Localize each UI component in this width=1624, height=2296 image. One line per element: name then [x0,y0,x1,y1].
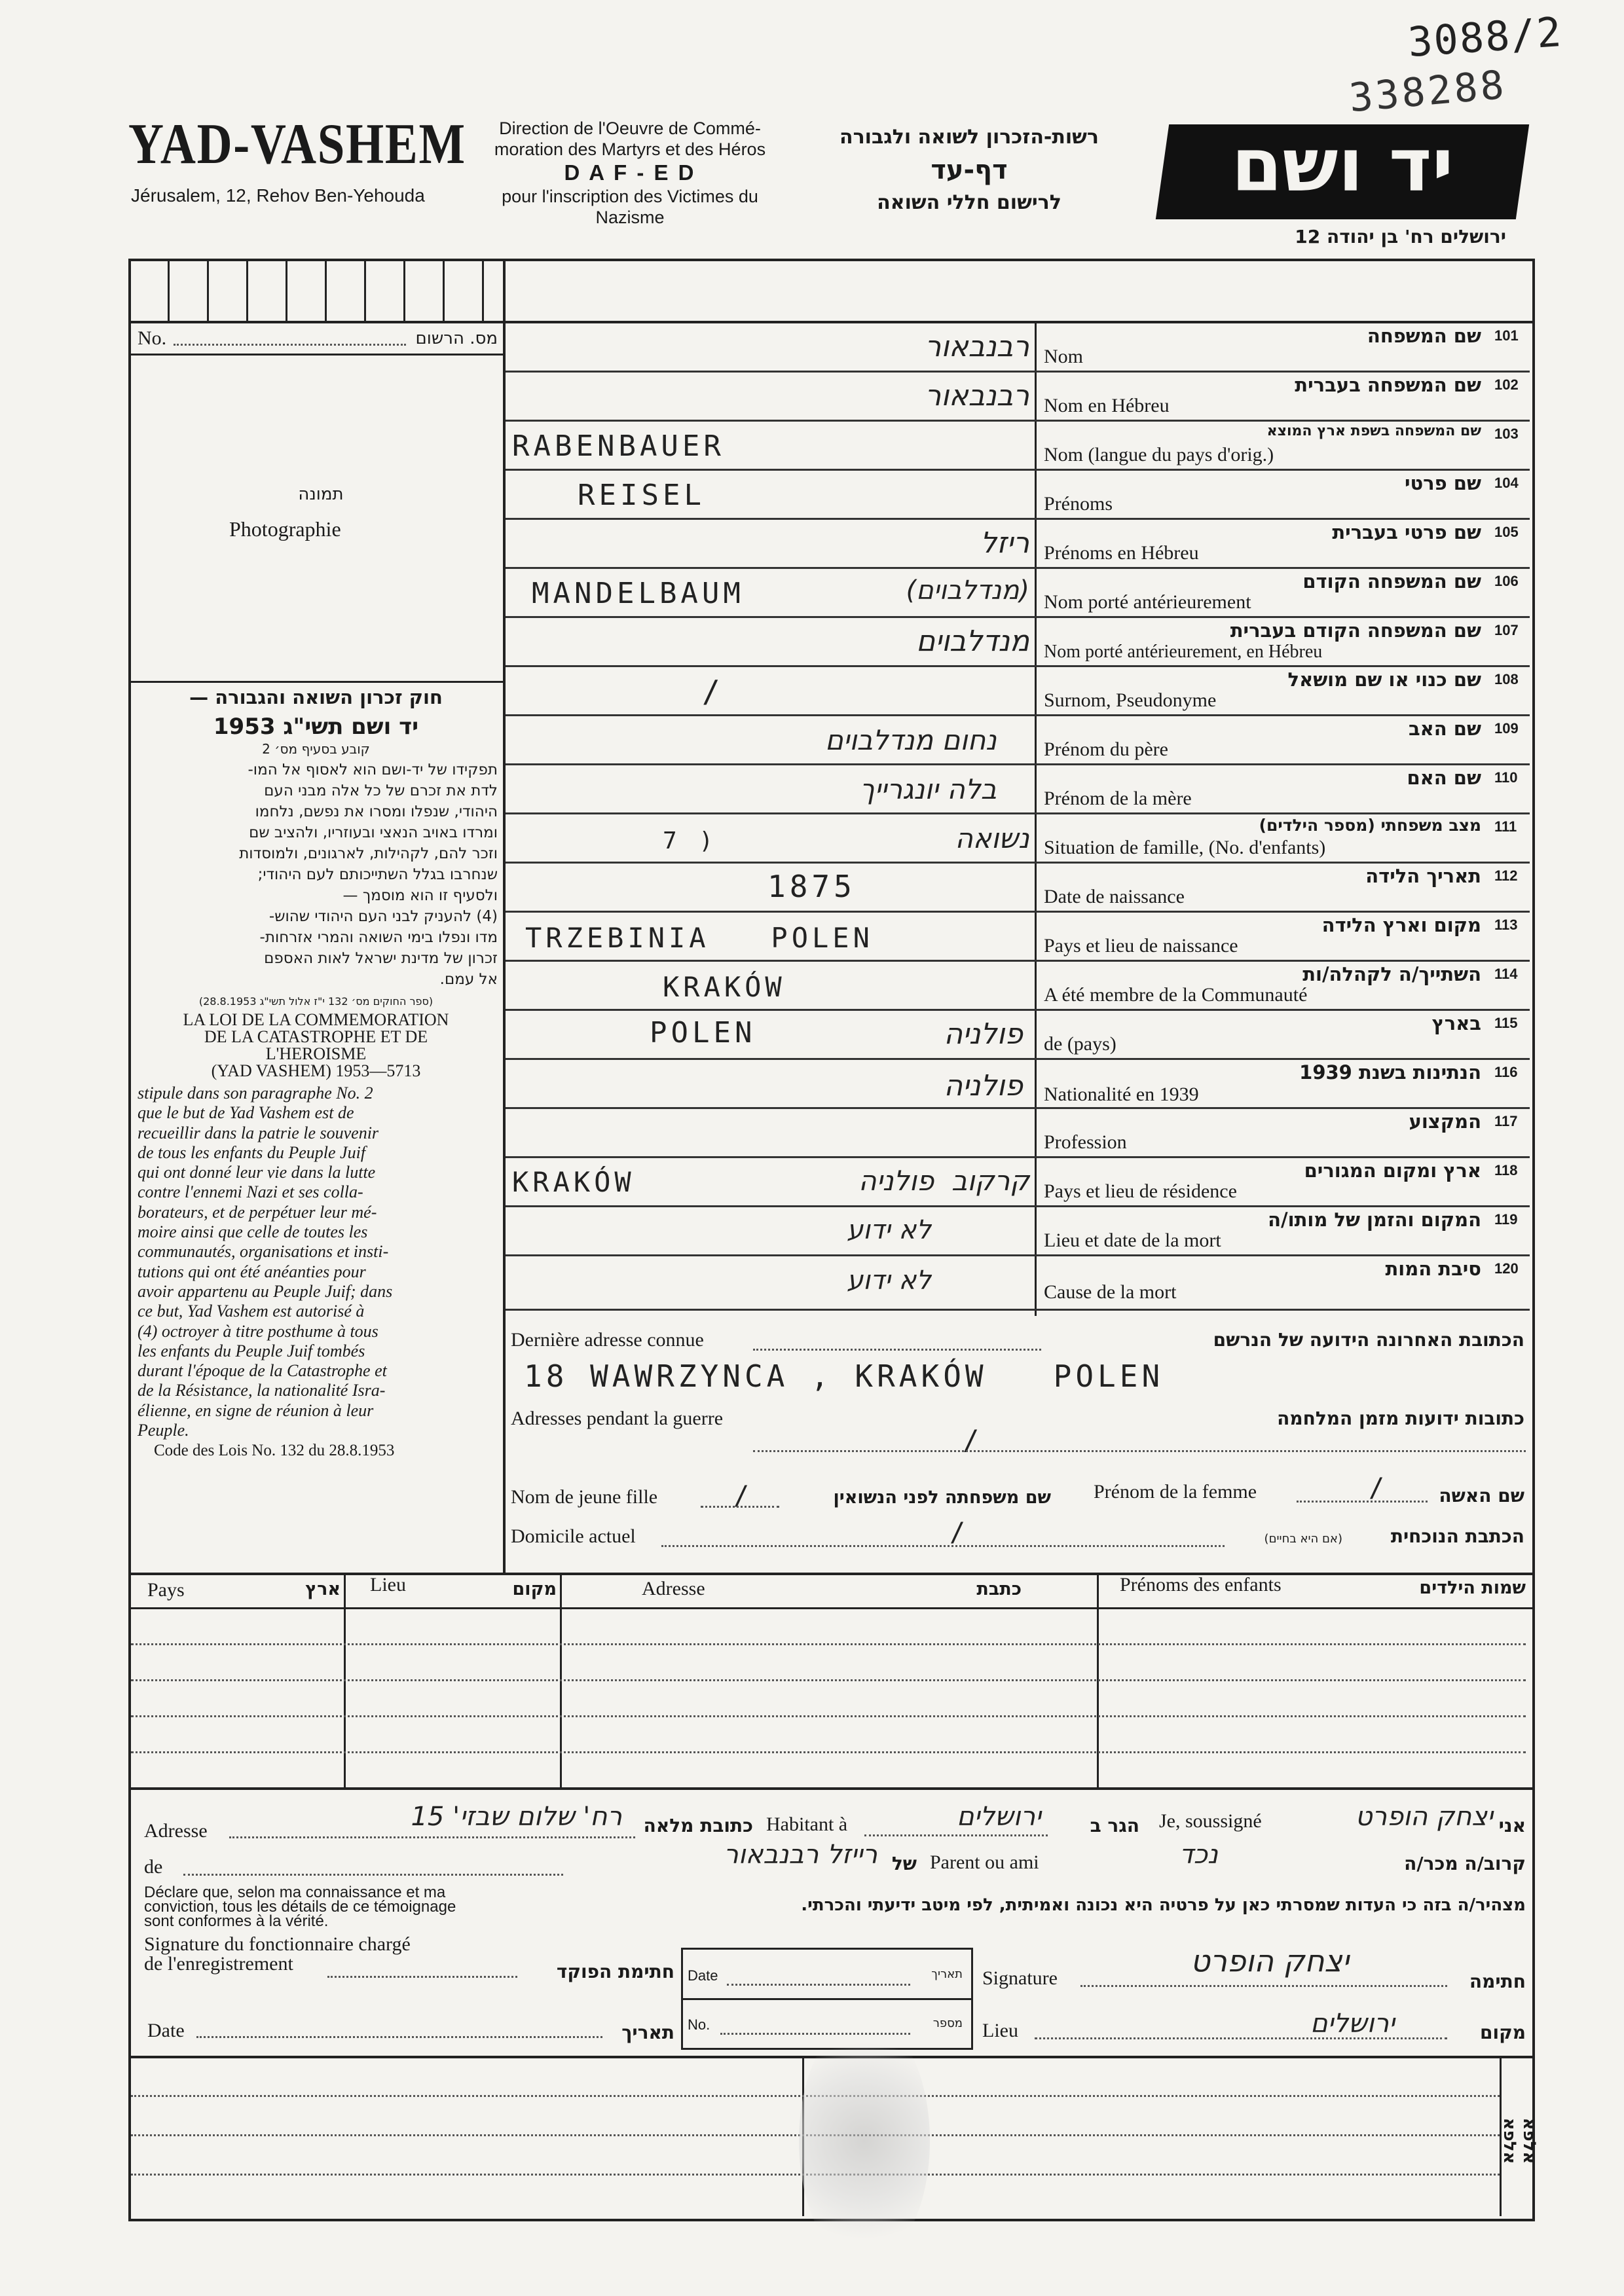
field-row-102 [506,373,1530,422]
field-label-fr: Nationalité en 1939 [1044,1084,1199,1105]
field-value-heb: פולניה [944,1069,1023,1102]
lieu-value: ירושלים [1310,2009,1395,2039]
law-heb-line: ולסעיף זו הוא מוסמך — [342,887,498,904]
declare-heb: מצהיר/ה בזה כי העדות שמסרתי כאן על פרטיה היא נכונה ואמיתית, לפי מיטב ידיעתי והכרתי. [801,1895,1526,1915]
field-label-fr: Cause de la mort [1044,1281,1177,1303]
law-heb-line: היהודי, שנפלו ומסרו את נפשם, נלחמו [255,803,498,820]
divider [1035,2037,1447,2039]
field-value-heb: נשואה [955,822,1029,854]
last-address-value: 18 WAWRZYNCA , KRAKÓW POLEN [524,1358,1164,1394]
field-number: 102 [1494,376,1519,393]
field-label-heb: הנתינות בשנת 1939 [1299,1061,1481,1084]
field-label-heb: שם המשפחה בשפת ארץ המוצא [1266,423,1481,439]
declarant-de-value: רייזל רבנבאור [724,1840,877,1870]
declarant-de-heb: של [891,1853,917,1874]
divider [325,259,327,321]
law-fr-ref: Code des Lois No. 132 du 28.8.1953 [154,1442,395,1459]
domicile-heb: הכתבת הנוכחית [1390,1525,1524,1547]
field-row-111 [506,814,1530,864]
declarant-habitant-label: Habitant à [766,1813,848,1835]
law-fr-line: borateurs, et de perpétuer leur mé- [138,1202,377,1222]
stamp-date-label: Date [688,1967,718,1984]
maiden-name-heb: שם משפחתה לפני הנשואין [833,1487,1051,1508]
field-number: 116 [1494,1064,1518,1080]
children-adresse-label: Adresse [642,1578,705,1599]
field-value-heb: מנדלבוים [916,625,1029,658]
lieu-heb: מקום [1480,2022,1526,2043]
official-signature-line1: Signature du fonctionnaire chargé [144,1933,411,1955]
law-fr-line: moire ainsi que celle de toutes les [138,1222,368,1242]
field-row-108 [506,667,1530,716]
field-label-heb: מקום וארץ הלידה [1321,914,1481,936]
war-address-heb: כתובות ידועות מזמן המלחמה [1277,1408,1524,1429]
field-value-heb: פולניה [944,1017,1023,1051]
field-label-fr: Profession [1044,1131,1127,1153]
field-row-114 [506,962,1530,1011]
law-fr-line: stipule dans son paragraphe No. 2 [138,1084,373,1102]
field-label-heb: המקום והזמן של מותו/ה [1268,1209,1481,1231]
divider [727,1984,910,1986]
law-fr-line: de la Résistance, la nationalité Isra- [138,1381,386,1400]
law-heb-sub: יד ושם תשי"ג 1953 [213,714,419,740]
law-heb-title: חוק זכרון השואה והגבורה — [189,686,443,708]
field-label-fr: Nom (langue du pays d'orig.) [1044,444,1274,465]
signature-heb: חתימה [1469,1971,1526,1992]
divider [131,1679,1526,1681]
law-heb-line: זכרון של מדינת ישראל לאות האספם [264,950,498,967]
declarant-parent-heb: קרוב/ה מכר/ה [1404,1853,1526,1874]
field-label-heb: שם האב [1408,718,1481,740]
law-fr-line: tutions qui ont été anéanties pour [138,1262,366,1281]
field-number: 119 [1494,1211,1518,1228]
field-row-106 [506,569,1530,618]
divider [128,1787,1532,1790]
stamp-no-label: No. [688,2016,710,2033]
divider [128,1573,1532,1575]
maiden-name-label: Nom de jeune fille [511,1486,658,1508]
divider [864,1834,1048,1836]
fingerprint-mark [799,2016,930,2265]
field-row-104 [506,471,1530,520]
field-label-heb: סיבת המות [1385,1258,1481,1280]
divider [403,259,405,321]
header-inscription-line1: pour l'inscription des Victimes du [502,187,758,206]
field-number: 108 [1494,671,1519,687]
divider [196,2036,602,2038]
law-fr-line: avoir appartenu au Peuple Juif; dans [138,1281,393,1301]
header-org-left: YAD-VASHEM [128,113,466,176]
law-fr-line: (4) octroyer à titre posthume à tous [138,1321,378,1341]
wife-name-heb: שם האשה [1439,1485,1524,1506]
divider [683,1998,971,2000]
divider [131,1643,1526,1645]
field-label-heb: בארץ [1431,1012,1481,1034]
law-fr-line: que le but de Yad Vashem est de [138,1103,354,1123]
domicile-label: Domicile actuel [511,1525,636,1547]
divider [168,259,170,321]
field-number: 120 [1494,1260,1519,1277]
law-heb-line: ומרדו באויב הנאצי ובעוזריו, ולהציב שם [249,824,498,841]
law-fr-title-2: DE LA CATASTROPHE ET DE [204,1027,428,1046]
children-adresse-heb: כתבת [976,1579,1022,1599]
divider [753,1349,1041,1351]
divider [207,259,209,321]
law-fr-title-4: (YAD VASHEM) 1953—5713 [211,1061,421,1080]
wife-name-label: Prénom de la femme [1094,1481,1257,1503]
field-row-110 [506,765,1530,814]
declarant-soussigne-heb: אני [1498,1815,1526,1836]
law-fr-body [138,1084,496,1440]
field-label-heb: שם המשפחה הקודם בעברית [1230,619,1481,642]
field-value: / [702,674,724,709]
field-row-116 [506,1060,1530,1109]
divider [183,1874,563,1876]
field-label-heb: שם פרטי בעברית [1332,521,1481,543]
divider [443,259,445,321]
declarant-parent-label: Parent ou ami [930,1851,1039,1873]
divider [661,1545,1225,1547]
declarant-adresse-heb: כתובת מלאה [643,1815,753,1836]
field-label-heb: תאריך הלידה [1365,865,1481,887]
children-lieu-label: Lieu [370,1574,406,1595]
last-address-heb: הכתובת האחרונה הידועה של הנרשם [1213,1329,1524,1351]
divider [701,1506,779,1508]
field-label-fr: Nom en Hébreu [1044,395,1170,416]
official-signature-line2: de l'enregistrement [144,1953,293,1975]
divider [1080,1985,1447,1987]
field-row-103 [506,422,1530,471]
children-pays-heb: ארץ [305,1579,341,1599]
declare-fr [144,1886,456,1929]
law-heb-line: מדו ונפלו בימי השואה והמרי אזרחות- [259,929,498,946]
divider [482,259,484,321]
declarant-parent-value: נכד [1179,1840,1218,1870]
date-heb: תאריך [621,2022,674,2043]
date-label: Date [147,2020,185,2041]
field-value: REISEL [578,479,705,512]
law-fr-line: contre l'ennemi Nazi et ses colla- [138,1182,363,1202]
field-label-heb: השתייך/ה לקהלה/ות [1302,963,1481,985]
field-label-fr: Nom [1044,346,1083,367]
header-direction-line2: moration des Martyrs et des Héros [494,139,766,159]
law-fr-title [134,1011,498,1080]
war-address-value: / [963,1424,984,1456]
wife-name-value: / [1369,1473,1389,1503]
field-value-heb: ריזל [980,526,1029,560]
declarant-de-label: de [144,1856,163,1878]
declarant-habitant-value: ירושלים [957,1802,1041,1832]
domicile-value: / [950,1518,970,1548]
law-heb-para: קובע בסעיף מס׳ 2 [262,741,370,757]
field-row-117 [506,1109,1530,1158]
declarant-soussigne-label: Je, soussigné [1159,1810,1262,1832]
field-row-105 [506,520,1530,569]
header-daf-ed: D A F - E D [564,160,696,185]
header-direction-line1: Direction de l'Oeuvre de Commé- [499,118,761,138]
law-fr-title-3: L'HEROISME [265,1044,367,1063]
field-label-fr: Pays et lieu de résidence [1044,1180,1237,1202]
field-row-112 [506,864,1530,913]
header-inscription-line2: Nazisme [595,208,665,227]
header-heb-registration: לרישום חללי השואה [877,191,1061,214]
field-value: 1875 [767,869,856,904]
declare-fr-line3: sont conformes à la vérité. [144,1912,329,1930]
divider [327,1976,517,1978]
no-heb-label: מס. הרשום [415,329,498,348]
field-row-113 [506,913,1530,962]
field-value-heb: נחום מנדלבוים [824,724,997,756]
field-value-heb: לא ידוע [847,1215,931,1245]
field-number: 104 [1494,475,1519,491]
law-fr-line: les enfants du Peuple Juif tombés [138,1341,365,1360]
declarant-adresse-label: Adresse [144,1820,208,1842]
divider [174,344,406,346]
field-label-fr: Situation de famille, (No. d'enfants) [1044,837,1326,858]
field-label-fr: Prénom du père [1044,738,1168,760]
divider [131,1715,1526,1717]
field-row-107 [506,618,1530,667]
law-heb-ref: (ספר החוקים מס׳ 132 י"ז אלול תשי"ג 28.8.1953) [198,995,434,1008]
war-address-label: Adresses pendant la guerre [511,1408,724,1429]
field-label-fr: Nom porté antérieurement, en Hébreu [1044,642,1323,662]
stamp-date-heb: תאריך [931,1967,963,1981]
field-row-119 [506,1207,1530,1256]
field-value: MANDELBAUM [532,577,745,610]
field-label-heb: שם המשפחה הקודם [1302,570,1481,592]
maiden-name-value: / [733,1481,754,1511]
declare-fr-line2: conviction, tous les détails de ce témoignage [144,1898,456,1916]
field-number: 106 [1494,573,1519,589]
field-number: 109 [1494,720,1519,737]
law-heb-line: לדת את זכרם של כל אלה מבני העם [264,782,498,799]
divider [1297,1501,1428,1503]
divider [286,259,287,321]
field-label-fr: A été membre de la Communauté [1044,984,1308,1006]
archive-number: 3088/2 [1406,7,1564,67]
field-label-heb: המקצוע [1409,1110,1481,1133]
field-value: TRZEBINIA POLEN [525,922,874,954]
footer-side-text: אלפא אלפא [1500,2117,1539,2164]
law-fr-line: qui ont donné leur vie dans la lutte [138,1163,376,1182]
divider [229,1836,635,1838]
field-label-fr: Prénoms [1044,493,1113,515]
record-number: 338288 [1347,62,1509,122]
divider [246,259,248,321]
field-row-115 [506,1011,1530,1060]
declare-fr-line1: Déclare que, selon ma connaissance et ma [144,1884,446,1901]
lieu-label: Lieu [982,2020,1018,2041]
field-value-heb: רבנבאור [925,330,1029,363]
field-value: RABENBAUER [512,429,725,463]
domicile-heb-note: (אם היא בחיים) [1264,1532,1342,1546]
field-value-heb: רבנבאור [925,379,1029,412]
field-number: 110 [1494,769,1518,786]
law-fr-line: communautés, organisations et insti- [138,1242,389,1262]
law-heb-line: וזכר להם, לקהילות, לארגונים, ולמוסדות [239,845,498,862]
field-value: KRAKÓW [663,971,786,1003]
law-heb-line: שנחרבו בגלל השתייכותם לעם היהודי; [257,866,498,883]
divider [128,354,504,355]
last-address-label: Dernière adresse connue [511,1329,704,1351]
field-value-heb: בלה יונגרייך [860,773,997,805]
declarant-adresse-value: רח' שלום שבזי' 15 [411,1802,622,1832]
field-number: 112 [1494,867,1518,884]
photo-heb-label: תמונה [298,484,344,504]
declarant-soussigne-value: יצחק הופרט [1355,1802,1493,1832]
field-label-heb: שם האם [1407,767,1481,789]
field-label-heb: שם פרטי [1404,472,1481,494]
field-label-fr: Date de naissance [1044,886,1185,907]
field-row-109 [506,716,1530,765]
field-label-fr: de (pays) [1044,1033,1116,1055]
field-number: 107 [1494,622,1519,638]
field-value-heb: לא ידוע [847,1266,931,1296]
photo-label: Photographie [229,517,341,541]
field-label-heb: שם המשפחה בעברית [1295,374,1481,396]
law-fr-line: ce but, Yad Vashem est autorisé à [138,1302,365,1321]
law-fr-title-1: LA LOI DE LA COMMEMORATION [183,1010,449,1029]
law-heb-line: אל עמם. [439,971,498,988]
official-signature-label [144,1935,411,1974]
children-prenoms-heb: שמות הילדים [1419,1578,1526,1598]
law-heb-line: (4) להעניק לבני העם היהודי שהוש- [268,908,498,925]
header-heb-authority: רשות-הזכרון לשואה ולגבורה [840,126,1099,149]
stamp-no-heb: מספר [932,2016,963,2030]
field-row-118 [506,1158,1530,1207]
field-value: KRAKÓW [512,1166,635,1198]
law-heb-line: תפקידו של יד-ושם הוא לאסוף אל המו- [248,761,498,778]
header-heb-address: ירושלים רח' בן יהודה 12 [1295,226,1506,247]
divider [128,1607,1532,1609]
law-fr-line: Peuple. [138,1421,189,1440]
field-row-101 [506,323,1530,373]
field-label-heb: שם המשפחה [1367,325,1481,347]
official-signature-heb: חתימת הפוקד [556,1961,674,1982]
declarant-habitant-heb: הגר ב [1090,1815,1139,1836]
field-number: 117 [1494,1113,1518,1129]
law-fr-line: de tous les enfants du Peuple Juif [138,1142,366,1162]
divider [131,1751,1526,1753]
field-value-heb: (מנדלבוים) [906,575,1029,606]
children-lieu-heb: מקום [512,1579,557,1599]
field-number: 111 [1494,818,1517,835]
field-value-heb: קרקוב פולניה [858,1165,1029,1197]
divider [364,259,366,321]
field-label-heb: שם כנוי או שם מושאל [1287,668,1481,691]
divider [128,681,504,683]
no-label: No. [138,327,167,349]
header-direction [466,118,794,228]
field-label-heb: מצב משפחתי (מספר הילדים) [1259,816,1481,835]
field-number: 101 [1494,327,1519,344]
field-number: 105 [1494,524,1519,540]
field-number: 118 [1494,1162,1518,1178]
field-number: 103 [1494,426,1519,442]
law-heb-body [134,759,498,990]
field-label-fr: Nom porté antérieurement [1044,591,1251,613]
signature-label: Signature [982,1967,1058,1989]
field-value: POLEN [650,1016,756,1049]
header-address-left: Jérusalem, 12, Rehov Ben-Yehouda [131,185,425,206]
divider [753,1450,1526,1452]
header-hebrew-block [805,121,1133,219]
header-heb-daf-ed: דף-עד [931,155,1008,185]
children-prenoms-label: Prénoms des enfants [1120,1574,1282,1595]
law-fr-line: durant l'époque de la Catastrophe et [138,1361,387,1381]
field-number: 114 [1494,966,1518,982]
field-label-fr: Prénoms en Hébreu [1044,542,1199,564]
field-label-fr: Prénom de la mère [1044,788,1192,809]
field-label-fr: Pays et lieu de naissance [1044,935,1238,957]
field-label-heb: ארץ ומקום המגורים [1304,1159,1481,1182]
field-number: 113 [1494,917,1518,933]
field-label-fr: Lieu et date de la mort [1044,1230,1221,1251]
children-pays-label: Pays [147,1579,185,1601]
law-fr-line: élienne, en signe de réunion à leur [138,1400,374,1420]
signature-value: יצחק הופרט [1190,1943,1349,1978]
field-label-fr: Surnom, Pseudonyme [1044,689,1217,711]
field-number: 115 [1494,1015,1518,1031]
logo-text: יד ושם [1231,123,1454,208]
law-fr-line: recueillir dans la patrie le souvenir [138,1123,379,1142]
field-row-120 [506,1256,1530,1311]
field-value: 7 ) [663,828,718,854]
